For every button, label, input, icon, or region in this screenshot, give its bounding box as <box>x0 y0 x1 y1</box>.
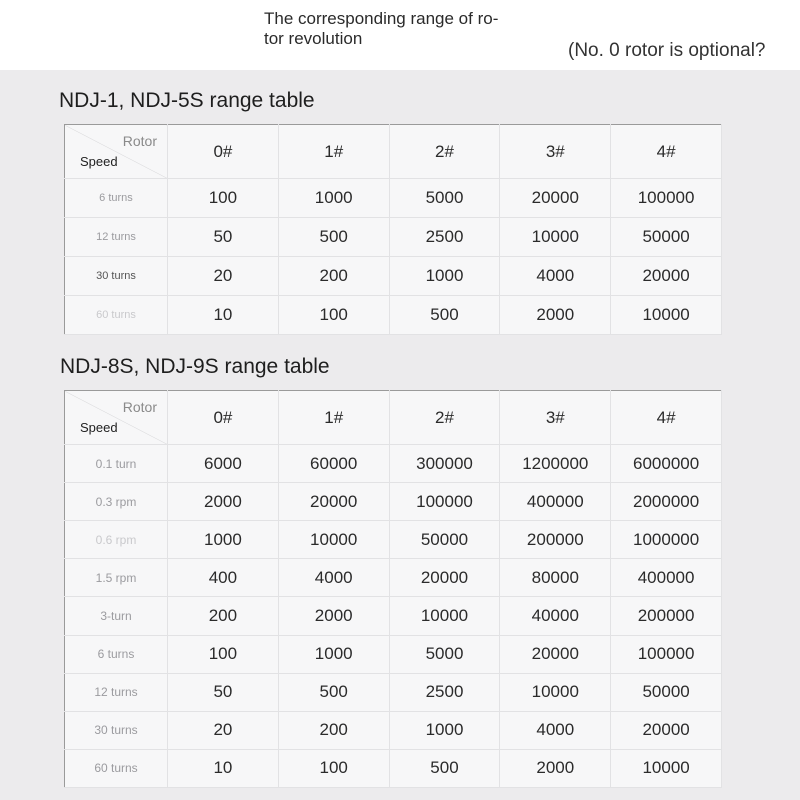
speed-label: 30 turns <box>65 711 168 749</box>
range-value: 2000 <box>168 483 279 521</box>
speed-label: 0.6 rpm <box>65 521 168 559</box>
range-value: 1000 <box>278 635 389 673</box>
range-value: 50 <box>168 218 279 257</box>
range-value: 6000000 <box>611 445 722 483</box>
page-heading-line-1: The corresponding range of ro- <box>264 9 499 28</box>
range-value: 500 <box>389 296 500 335</box>
range-value: 4000 <box>278 559 389 597</box>
range-value: 50000 <box>611 218 722 257</box>
range-value: 100 <box>168 179 279 218</box>
range-value: 100 <box>278 749 389 787</box>
table-row <box>65 521 722 559</box>
range-value: 200 <box>168 597 279 635</box>
table-row <box>65 179 722 218</box>
table1-title: NDJ-1, NDJ-5S range table <box>59 89 315 112</box>
range-value: 400000 <box>611 559 722 597</box>
range-value: 1000000 <box>611 521 722 559</box>
speed-label: 6 turns <box>65 635 168 673</box>
range-value: 2000 <box>500 749 611 787</box>
range-value: 10000 <box>611 749 722 787</box>
range-value: 2000 <box>500 296 611 335</box>
corner-speed-label: Speed <box>80 154 118 169</box>
speed-label: 12 turns <box>65 218 168 257</box>
table-row <box>65 635 722 673</box>
range-value: 20000 <box>611 711 722 749</box>
range-value: 2500 <box>389 218 500 257</box>
table-row <box>65 673 722 711</box>
range-value: 2000000 <box>611 483 722 521</box>
table-row <box>65 559 722 597</box>
range-value: 400 <box>168 559 279 597</box>
table-row <box>65 257 722 296</box>
range-value: 10000 <box>611 296 722 335</box>
table-corner-cell <box>65 125 168 179</box>
range-value: 10000 <box>500 673 611 711</box>
optional-rotor-note: (No. 0 rotor is optional? <box>568 40 766 61</box>
range-value: 20000 <box>500 635 611 673</box>
range-value: 50000 <box>389 521 500 559</box>
column-header: 2# <box>389 391 500 445</box>
range-value: 80000 <box>500 559 611 597</box>
table-row <box>65 711 722 749</box>
column-header: 1# <box>278 125 389 179</box>
page-heading-line-2: tor revolution <box>264 29 363 48</box>
range-value: 500 <box>389 749 500 787</box>
range-value: 2000 <box>278 597 389 635</box>
range-value: 300000 <box>389 445 500 483</box>
range-value: 10000 <box>500 218 611 257</box>
range-table-ndj1-ndj5s <box>64 124 722 335</box>
speed-label: 60 turns <box>65 749 168 787</box>
range-value: 200000 <box>611 597 722 635</box>
column-header: 0# <box>168 125 279 179</box>
range-value: 500 <box>278 218 389 257</box>
column-header: 3# <box>500 391 611 445</box>
table-row <box>65 296 722 335</box>
table-row <box>65 483 722 521</box>
page-heading <box>264 9 524 49</box>
range-value: 500 <box>278 673 389 711</box>
corner-speed-label: Speed <box>80 420 118 435</box>
range-value: 20000 <box>389 559 500 597</box>
range-value: 50 <box>168 673 279 711</box>
speed-label: 6 turns <box>65 179 168 218</box>
range-value: 6000 <box>168 445 279 483</box>
column-header: 1# <box>278 391 389 445</box>
range-value: 400000 <box>500 483 611 521</box>
range-value: 10000 <box>389 597 500 635</box>
range-value: 4000 <box>500 711 611 749</box>
range-value: 5000 <box>389 635 500 673</box>
speed-label: 0.3 rpm <box>65 483 168 521</box>
range-value: 100000 <box>389 483 500 521</box>
column-header: 0# <box>168 391 279 445</box>
table-row <box>65 445 722 483</box>
range-value: 40000 <box>500 597 611 635</box>
table-row <box>65 597 722 635</box>
range-value: 60000 <box>278 445 389 483</box>
range-value: 100 <box>168 635 279 673</box>
column-header: 2# <box>389 125 500 179</box>
table2-title: NDJ-8S, NDJ-9S range table <box>60 355 330 378</box>
speed-label: 1.5 rpm <box>65 559 168 597</box>
speed-label: 0.1 turn <box>65 445 168 483</box>
range-value: 10000 <box>278 521 389 559</box>
range-value: 20000 <box>611 257 722 296</box>
table-row <box>65 749 722 787</box>
range-value: 1000 <box>389 711 500 749</box>
range-value: 10 <box>168 296 279 335</box>
range-value: 1000 <box>278 179 389 218</box>
corner-rotor-label: Rotor <box>122 133 157 149</box>
range-value: 20 <box>168 257 279 296</box>
speed-label: 3-turn <box>65 597 168 635</box>
range-value: 20000 <box>278 483 389 521</box>
speed-label: 30 turns <box>65 257 168 296</box>
range-value: 200 <box>278 257 389 296</box>
range-value: 20000 <box>500 179 611 218</box>
range-value: 200000 <box>500 521 611 559</box>
range-value: 1000 <box>389 257 500 296</box>
speed-label: 12 turns <box>65 673 168 711</box>
range-value: 4000 <box>500 257 611 296</box>
range-table-ndj8s-ndj9s <box>64 390 722 788</box>
range-value: 2500 <box>389 673 500 711</box>
column-header: 4# <box>611 391 722 445</box>
table-corner-cell <box>65 391 168 445</box>
speed-label: 60 turns <box>65 296 168 335</box>
column-header: 4# <box>611 125 722 179</box>
range-value: 10 <box>168 749 279 787</box>
column-header: 3# <box>500 125 611 179</box>
range-value: 50000 <box>611 673 722 711</box>
range-value: 1200000 <box>500 445 611 483</box>
range-value: 100000 <box>611 635 722 673</box>
range-value: 20 <box>168 711 279 749</box>
table-header-row <box>65 125 722 179</box>
range-value: 100000 <box>611 179 722 218</box>
range-value: 5000 <box>389 179 500 218</box>
range-value: 1000 <box>168 521 279 559</box>
corner-rotor-label: Rotor <box>122 399 157 415</box>
table-header-row <box>65 391 722 445</box>
range-value: 100 <box>278 296 389 335</box>
table-row <box>65 218 722 257</box>
range-value: 200 <box>278 711 389 749</box>
